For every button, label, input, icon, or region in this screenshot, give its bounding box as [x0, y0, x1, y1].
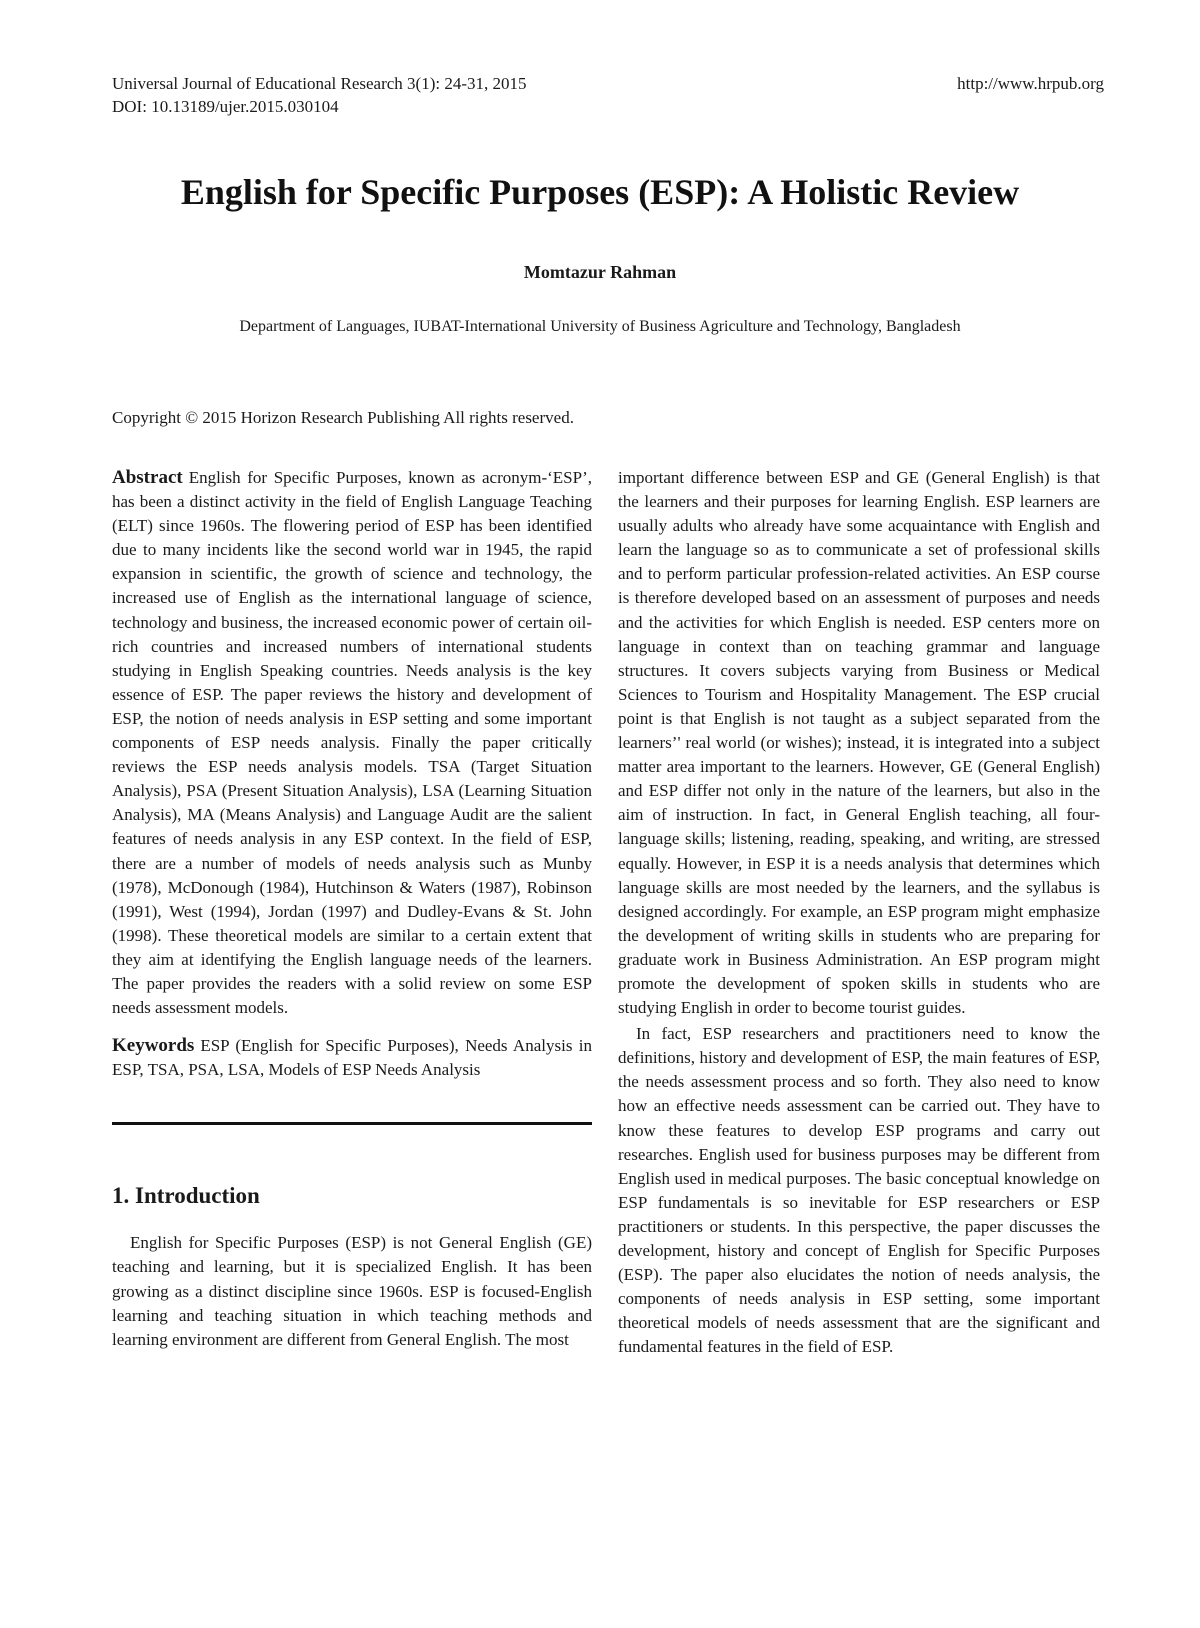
left-column: [112, 466, 592, 1352]
doi: DOI: 10.13189/ujer.2015.030104: [112, 97, 339, 116]
abstract-label: Abstract: [112, 467, 183, 488]
journal-url[interactable]: http://www.hrpub.org: [957, 74, 1104, 93]
journal-citation: Universal Journal of Educational Research 3(1): 24-31, 2015: [112, 74, 527, 93]
author-affiliation: Department of Languages, IUBAT-International University of Business Agriculture and Technology, Bangladesh: [239, 318, 961, 335]
section-heading-introduction: 1. Introduction: [112, 1183, 260, 1209]
keywords-text: ESP (English for Specific Purposes), Needs Analysis in ESP, TSA, PSA, LSA, Models of ESP Needs Analysis: [112, 1036, 592, 1080]
intro-paragraph-1-start: English for Specific Purposes (ESP) is not General English (GE) teaching and learning, but it is specialized English. It has been growing as a distinct discipline since 1960s. ESP is focused-English learning and teaching situation in which teaching methods and learning environment are different from General English. The most: [112, 1233, 592, 1349]
abstract: [112, 466, 592, 1020]
keywords: [112, 1034, 592, 1082]
keywords-label: Keywords: [112, 1035, 195, 1057]
right-column: [618, 466, 1100, 1359]
paper-title: English for Specific Purposes (ESP): A Holistic Review: [180, 172, 1020, 212]
author-name: Momtazur Rahman: [523, 262, 677, 282]
abstract-text: English for Specific Purposes, known as acronym-‘ESP’, has been a distinct activity in the field of English Language Teaching (ELT) since 1960s. The flowering period of ESP has been identified due to many incidents like the second world war in 1945, the rapid expansion in scientific, the growth of science and technology, the increased use of English as the international language of science, technology and business, the increased economic power of certain oil-rich countries and increased numbers of international students studying in English Speaking countries. Needs analysis is the key essence of ESP. The paper reviews the history and development of ESP, the notion of needs analysis in ESP setting and some important components of ESP needs analysis. Finally the paper critically reviews the ESP needs analysis models. TSA (Target Situation Analysis), PSA (Present Situation Analysis), LSA (Learning Situation Analysis), MA (Means Analysis) and Language Audit are the salient features of needs analysis in any ESP context. In the field of ESP, there are a number of models of needs analysis such as Munby (1978), McDonough (1984), Hutchinson & Waters (1987), Robinson (1991), West (1994), Jordan (1997) and Dudley-Evans & St. John (1998). These theoretical models are similar to a certain extent that they aim at identifying the English language needs of the learners. The paper provides the readers with a solid review on some ESP needs assessment models.: [112, 468, 592, 1018]
copyright-notice: Copyright © 2015 Horizon Research Publishing All rights reserved.: [112, 408, 574, 427]
section-divider: [112, 1122, 592, 1125]
intro-paragraph-1-continued: important difference between ESP and GE (General English) is that the learners and their purposes for learning English. ESP learners are usually adults who already have some acquaintance with English and learn the language so as to communicate a set of professional skills and to perform particular profession-related activities. An ESP course is therefore developed based on an assessment of purposes and needs and the activities for which English is needed. ESP centers more on language in context than on teaching grammar and language structures. It covers subjects varying from Business or Medical Sciences to Tourism and Hospitality Management. The ESP crucial point is that English is not taught as a subject separated from the learners’' real world (or wishes); instead, it is integrated into a subject matter area important to the learners. However, GE (General English) and ESP differ not only in the nature of the learners, but also in the aim of instruction. In fact, in General English teaching, all four-language skills; listening, reading, speaking, and writing, are stressed equally. However, in ESP it is a needs analysis that determines which language skills are most needed by the learners, and the syllabus is designed accordingly. For example, an ESP program might emphasize the development of writing skills in students who are preparing for graduate work in Business Administration. An ESP program might promote the development of spoken skills in students who are studying English in order to become tourist guides.: [618, 468, 1100, 1018]
running-header: [112, 72, 527, 118]
intro-paragraph-2: In fact, ESP researchers and practitioners need to know the definitions, history and development of ESP, the main features of ESP, the needs assessment process and so forth. They also need to know how an effective needs assessment can be carried out. They have to know these features to develop ESP programs and carry out researches. English used for business purposes may be different from English used in medical purposes. The basic conceptual knowledge on ESP fundamentals is so inevitable for ESP researchers or ESP practitioners or students. In this perspective, the paper discusses the development, history and concept of English for Specific Purposes (ESP). The paper also elucidates the notion of needs analysis, the components of needs analysis in ESP setting, some important theoretical models of needs assessment that are the significant and fundamental features in the field of ESP.: [618, 1024, 1100, 1357]
